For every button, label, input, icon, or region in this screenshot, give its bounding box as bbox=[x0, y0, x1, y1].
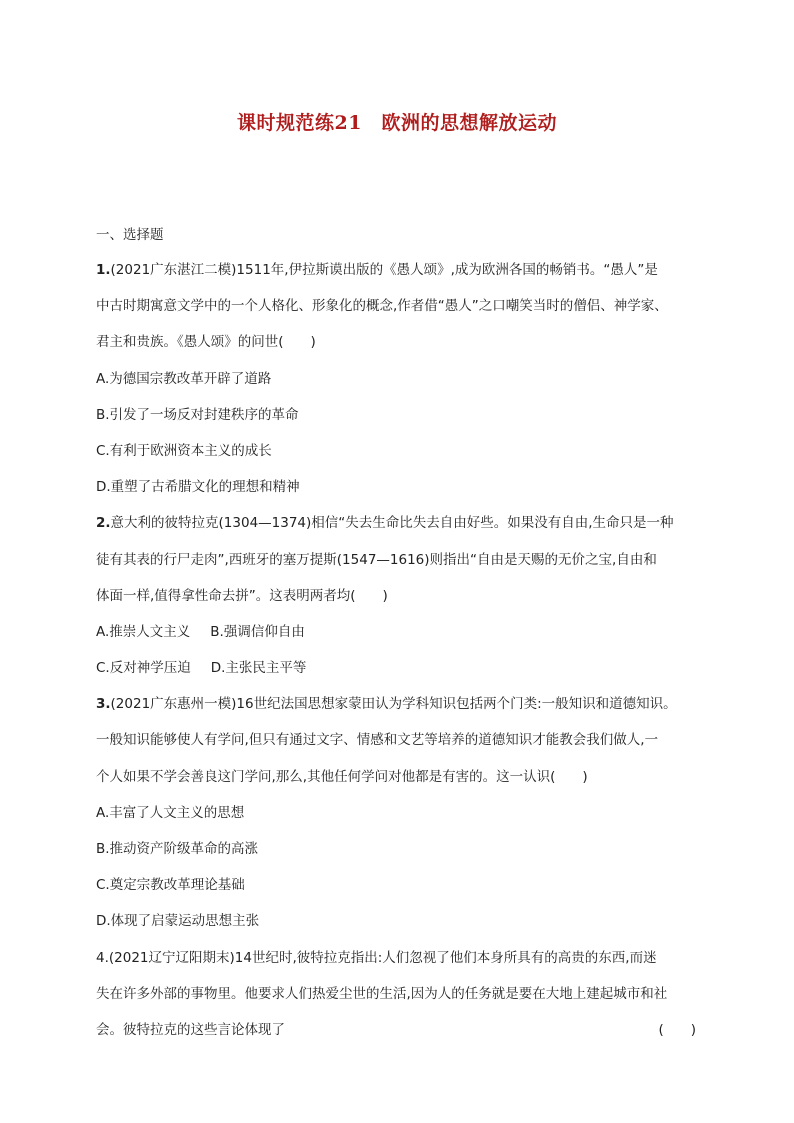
question-4 bbox=[96, 940, 706, 1049]
question-1-line-2: 中古时期寓意文学中的一个人格化、形象化的概念,作者借“愚人”之口嘲笑当时的僧侣、神学家、 bbox=[96, 298, 668, 315]
question-4-line-2: 失在许多外部的事物里。他要求人们热爱尘世的生活,因为人的任务就是要在大地上建起城市和社 bbox=[96, 985, 668, 1002]
page-title: 课时规范练21 欧洲的思想解放运动 bbox=[237, 112, 557, 134]
question-2-option-b[interactable]: B.强调信仰自由 bbox=[210, 623, 305, 640]
question-1-option-d[interactable]: D.重塑了古希腊文化的理想和精神 bbox=[96, 479, 300, 496]
question-1 bbox=[96, 252, 706, 505]
question-3-option-a[interactable]: A.丰富了人文主义的思想 bbox=[96, 804, 245, 821]
question-2-option-d[interactable]: D.主张民主平等 bbox=[210, 660, 307, 677]
question-3-line-1: 3.(2021广东惠州一模)16世纪法国思想家蒙田认为学科知识包括两个门类:一般知识和道德知识。 bbox=[96, 696, 677, 713]
question-3 bbox=[96, 686, 706, 939]
question-1-line-3: 君主和贵族。《愚人颂》的问世( ) bbox=[96, 334, 316, 351]
question-3-option-d[interactable]: D.体现了启蒙运动思想主张 bbox=[96, 913, 260, 930]
question-2-line-2: 徒有其表的行尸走肉”,西班牙的塞万提斯(1547—1616)则指出“自由是天赐的无价之宝,自由和 bbox=[96, 551, 657, 568]
section-heading: 一、选择题 bbox=[96, 227, 164, 243]
question-4-line-1: 4.(2021辽宁辽阳期末)14世纪时,彼特拉克指出:人们忽视了他们本身所具有的高贵的东西,而迷 bbox=[96, 949, 657, 966]
question-3-option-c[interactable]: C.奠定宗教改革理论基础 bbox=[96, 877, 245, 894]
question-number: 3. bbox=[96, 696, 111, 713]
question-1-option-b[interactable]: B.引发了一场反对封建秩序的革命 bbox=[96, 406, 299, 423]
question-3-line-3: 个人如果不学会善良这门学问,那么,其他任何学问对他都是有害的。这一认识( ) bbox=[96, 768, 588, 785]
question-4-line-3: 会。彼特拉克的这些言论体现了 ( ) bbox=[96, 1012, 706, 1048]
question-1-option-a[interactable]: A.为德国宗教改革开辟了道路 bbox=[96, 370, 272, 387]
question-2 bbox=[96, 505, 706, 686]
question-3-line-2: 一般知识能够使人有学问,但只有通过文字、情感和文艺等培养的道德知识才能教会我们做人,一 bbox=[96, 732, 659, 749]
question-2-line-1: 2.意大利的彼特拉克(1304—1374)相信“失去生命比失去自由好些。如果没有自由,生命只是一种 bbox=[96, 515, 674, 532]
question-2-line-3: 体面一样,值得拿性命去拼”。这表明两者均( ) bbox=[96, 587, 388, 604]
question-2-option-c[interactable]: C.反对神学压迫 bbox=[96, 660, 191, 677]
answer-blank: ( ) bbox=[658, 1021, 696, 1038]
question-number: 1. bbox=[96, 262, 111, 278]
question-list bbox=[96, 218, 706, 1048]
question-2-options-row-2 bbox=[96, 650, 706, 686]
question-number: 2. bbox=[96, 515, 111, 532]
question-2-options-row-1 bbox=[96, 614, 706, 650]
question-3-option-b[interactable]: B.推动资产阶级革命的高涨 bbox=[96, 841, 259, 857]
question-2-option-a[interactable]: A.推崇人文主义 bbox=[96, 623, 191, 640]
question-1-option-c[interactable]: C.有利于欧洲资本主义的成长 bbox=[96, 442, 272, 459]
question-number: 4. bbox=[96, 949, 109, 966]
question-1-line-1: 1.(2021广东湛江二模)1511年,伊拉斯谟出版的《愚人颂》,成为欧洲各国的畅销书。“愚人”是 bbox=[96, 262, 658, 278]
